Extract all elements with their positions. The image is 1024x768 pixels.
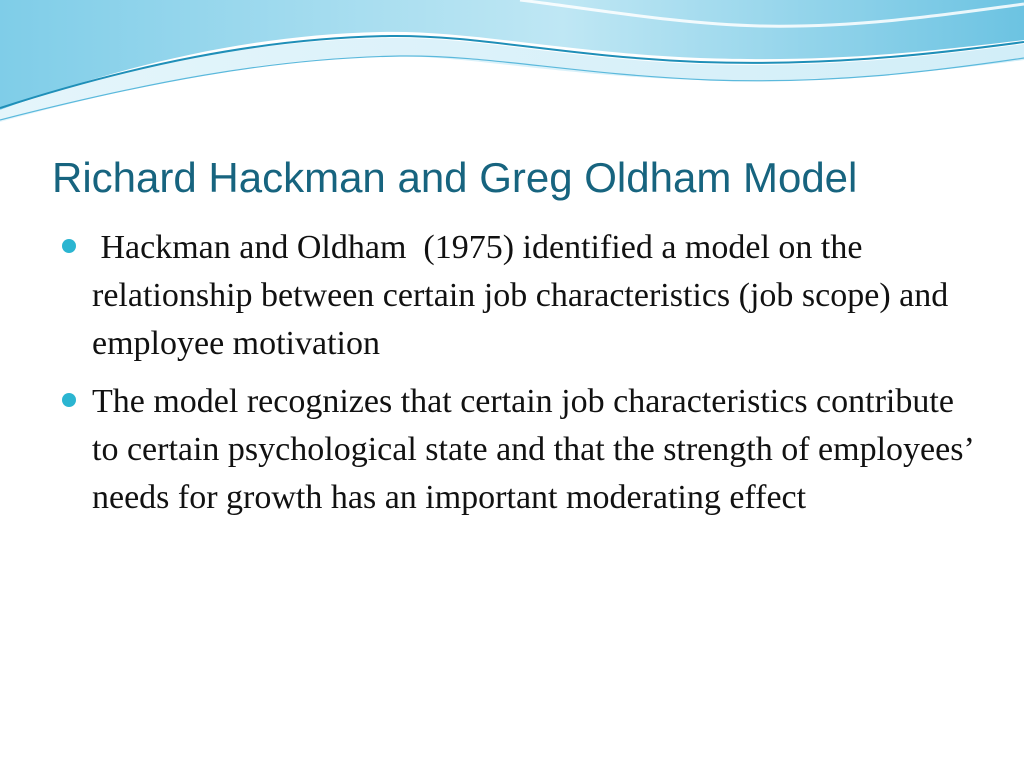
bullet-item <box>60 378 990 522</box>
bullet-dot-icon <box>62 393 76 407</box>
bullet-text: Hackman and Oldham (1975) identified a model on the relationship between certain job characteristics (job scope) and employee motivation <box>92 229 957 362</box>
bullet-list <box>60 224 990 532</box>
slide-title: Richard Hackman and Greg Oldham Model <box>52 154 858 201</box>
decorative-wave-header <box>0 0 1024 130</box>
bullet-item <box>60 224 980 368</box>
bullet-dot-icon <box>62 239 76 253</box>
bullet-text: The model recognizes that certain job characteristics contribute to certain psychological state and that the strength of employees’ needs for growth has an important moderating effect <box>92 383 990 516</box>
